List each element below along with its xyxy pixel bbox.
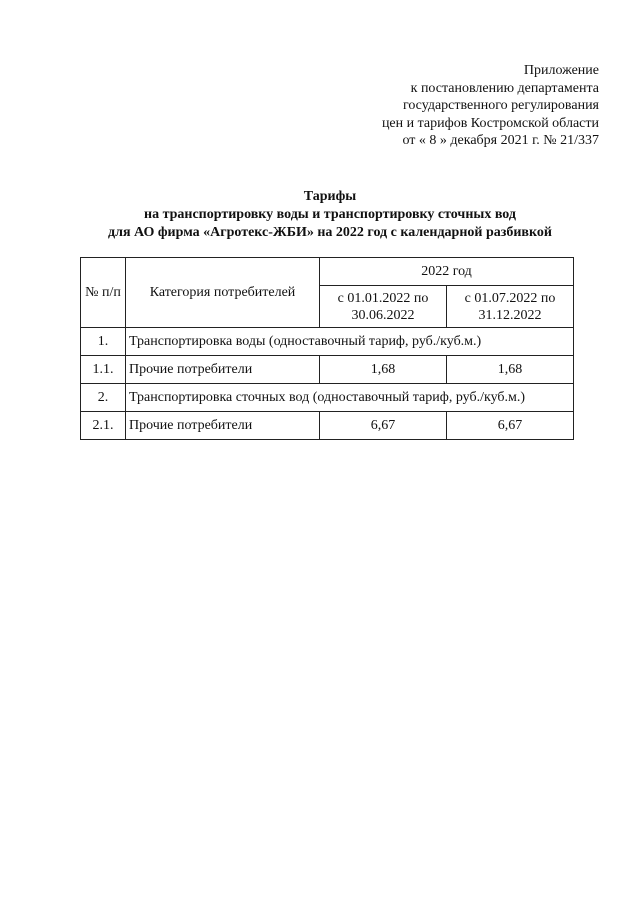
appendix-line-3: государственного регулирования [402,98,599,113]
document-title [60,188,600,242]
row-num: 2.1. [81,412,126,440]
header-category: Категория потребителей [126,258,320,328]
appendix-block [382,62,599,150]
row-value-period-2: 1,68 [447,356,574,384]
section-num: 1. [81,328,126,356]
table-row [81,412,574,440]
table-row [81,356,574,384]
header-row-top [81,258,574,286]
header-period-2: с 01.07.2022 по 31.12.2022 [447,286,574,328]
tariffs-table [80,257,574,440]
row-value-period-1: 1,68 [320,356,447,384]
section-num: 2. [81,384,126,412]
header-year: 2022 год [320,258,574,286]
header-num: № п/п [81,258,126,328]
section-row [81,384,574,412]
row-value-period-2: 6,67 [447,412,574,440]
header-period-1: с 01.01.2022 по 30.06.2022 [320,286,447,328]
title-line-3: для АО фирма «Агротекс-ЖБИ» на 2022 год с календарной разбивкой [108,225,552,240]
section-row [81,328,574,356]
row-num: 1.1. [81,356,126,384]
appendix-line-1: Приложение [523,63,599,78]
row-category: Прочие потребители [126,412,320,440]
section-title: Транспортировка воды (одноставочный тариф, руб./куб.м.) [126,328,574,356]
title-line-2: на транспортировку воды и транспортировку сточных вод [144,207,516,222]
appendix-line-2: к постановлению департамента [410,80,599,96]
appendix-line-5: от « 8 » декабря 2021 г. № 21/337 [402,133,599,148]
appendix-line-4: цен и тарифов Костромской области [381,115,599,131]
row-value-period-1: 6,67 [320,412,447,440]
title-line-1: Тарифы [303,189,357,204]
row-category: Прочие потребители [126,356,320,384]
section-title: Транспортировка сточных вод (одноставочный тариф, руб./куб.м.) [126,384,574,412]
